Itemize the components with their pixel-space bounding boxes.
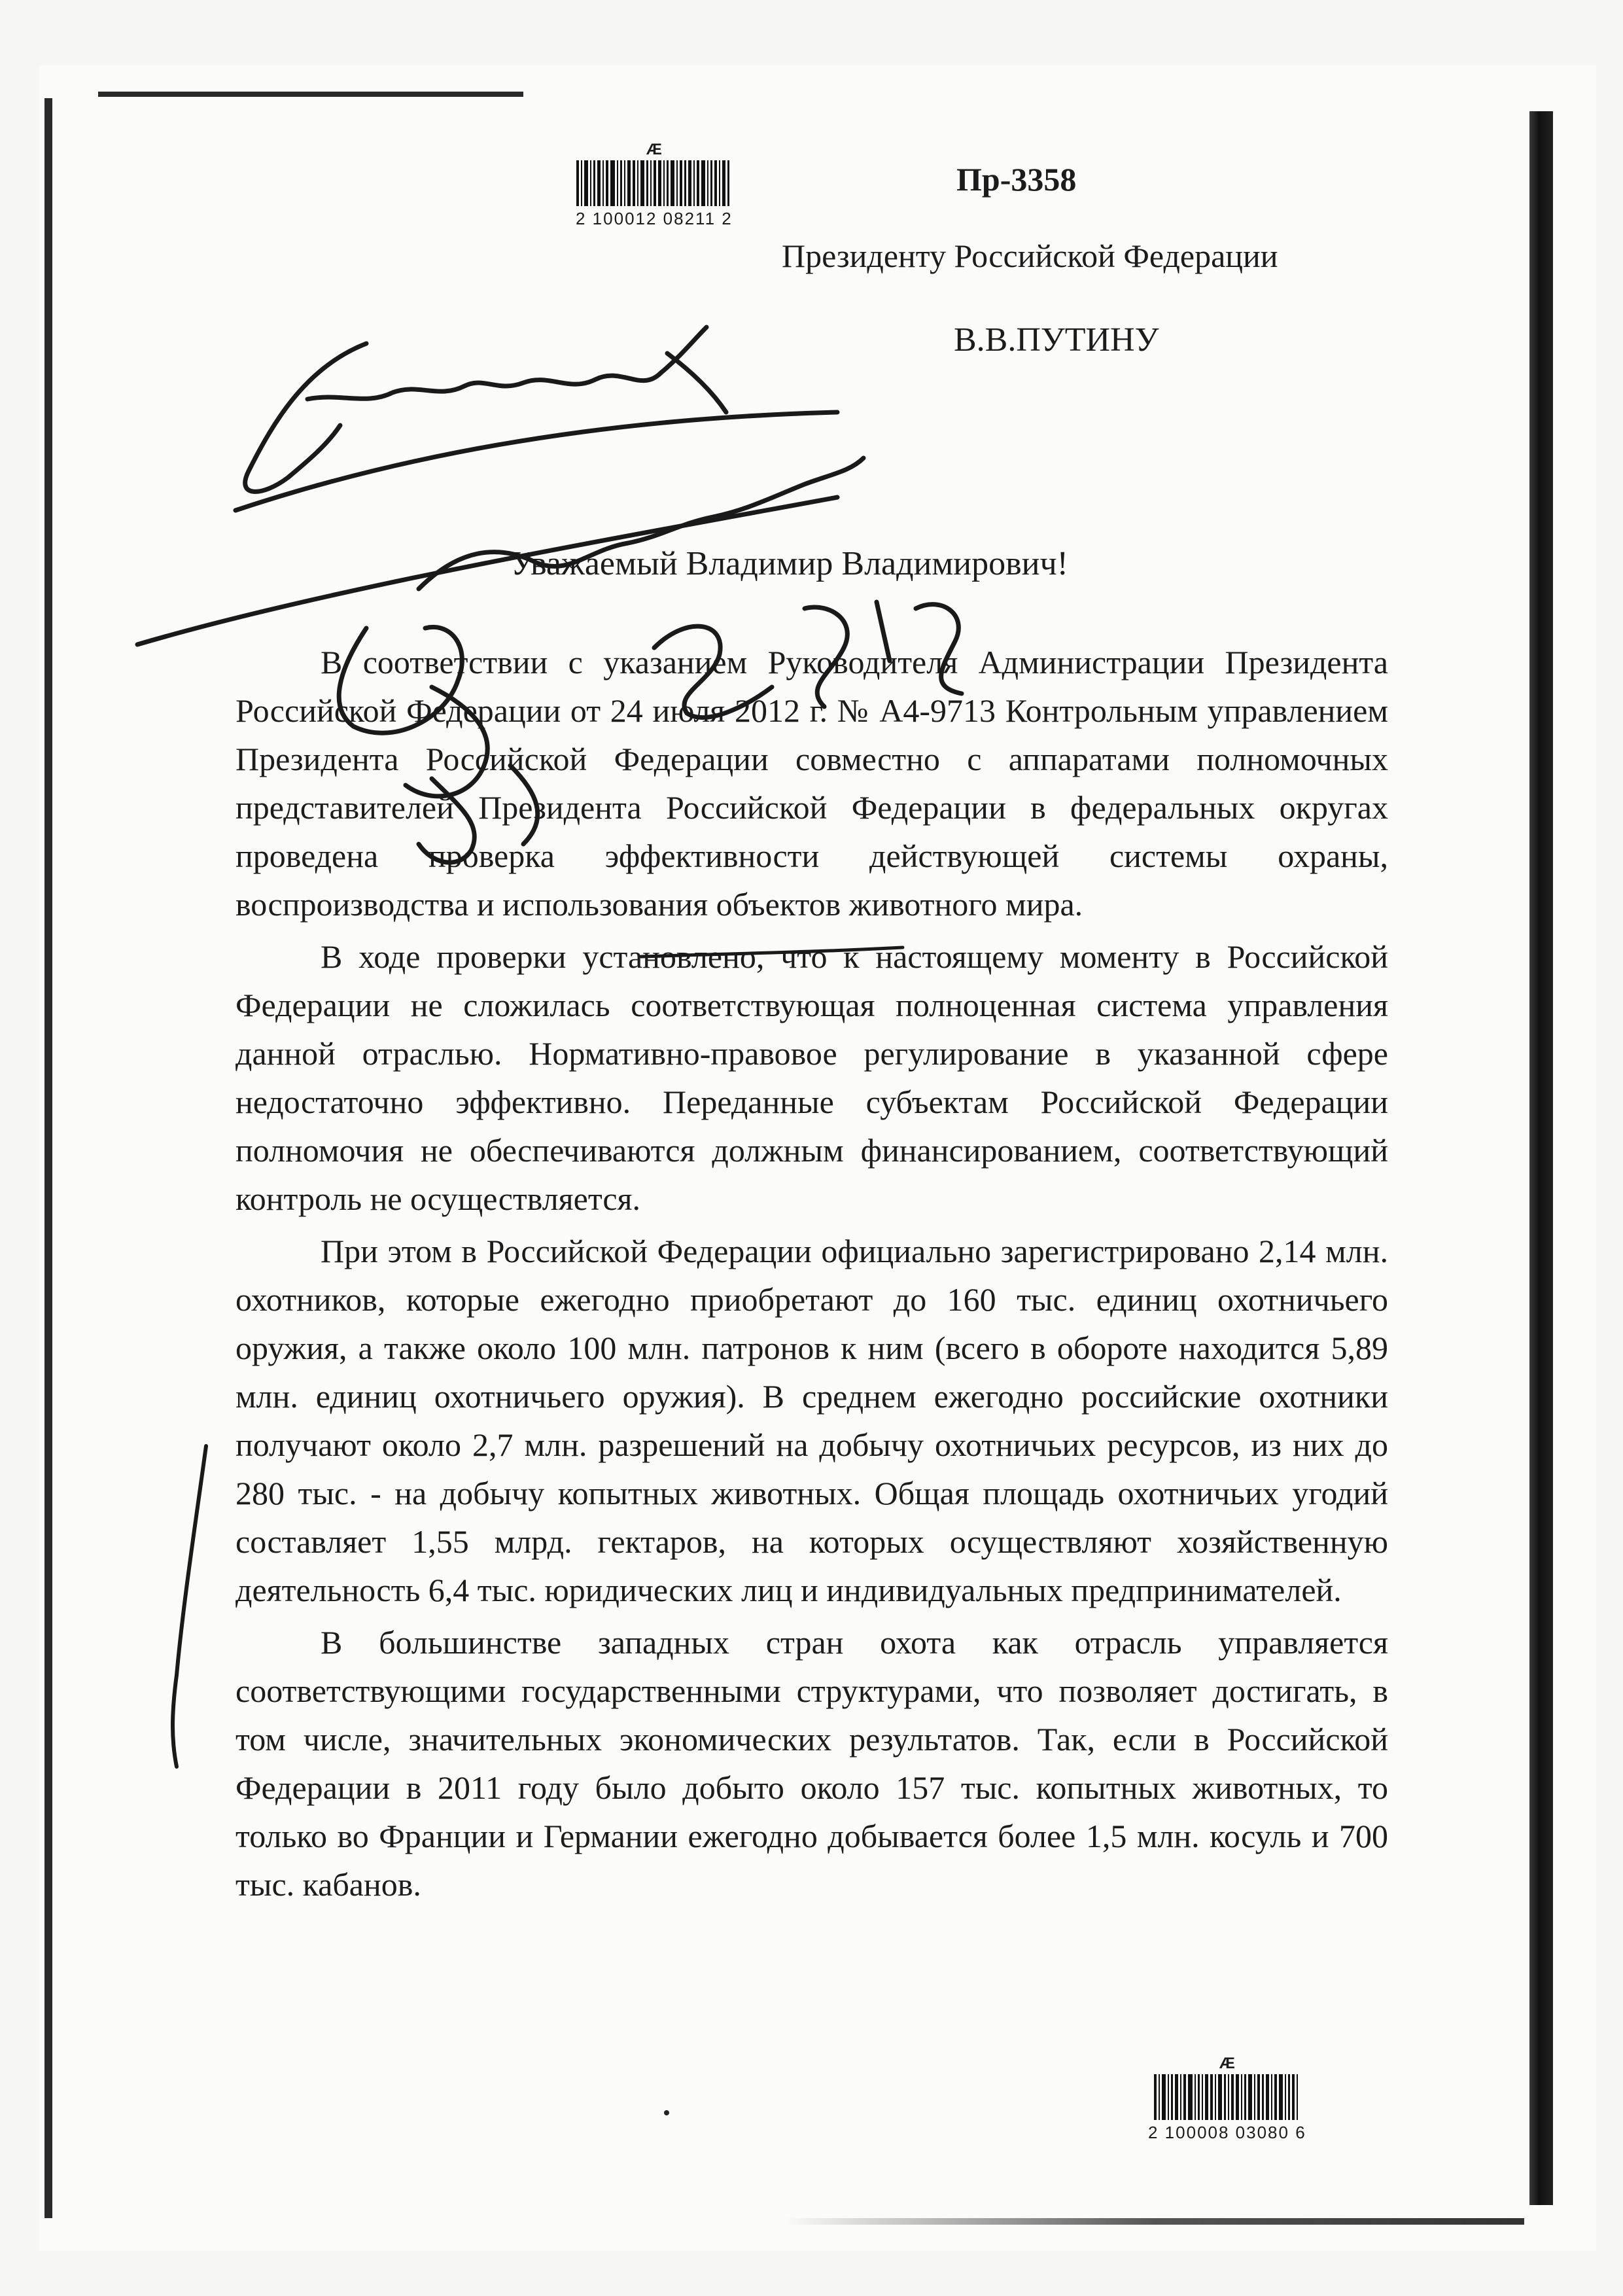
barcode-bar xyxy=(722,160,725,206)
barcode-bar xyxy=(1188,2074,1193,2120)
barcode-bar xyxy=(1244,2074,1246,2120)
letter-body xyxy=(236,638,1388,1913)
barcode-logo: Æ xyxy=(646,141,662,158)
barcode-bar xyxy=(1236,2074,1239,2120)
registration-number: Пр-3358 xyxy=(956,161,1077,198)
barcode-logo: Æ xyxy=(1219,2055,1235,2072)
barcode-bar xyxy=(1205,2074,1208,2120)
barcode-bar xyxy=(1262,2074,1264,2120)
barcode-bar xyxy=(697,160,699,206)
barcode-bar xyxy=(593,160,595,206)
barcode-bar xyxy=(1231,2074,1234,2120)
barcode-bar xyxy=(633,160,635,206)
barcode-bar xyxy=(627,160,631,206)
barcode-bar xyxy=(693,160,695,206)
barcode-bar xyxy=(576,160,579,206)
barcode-bar xyxy=(617,160,618,206)
barcode-bar xyxy=(1257,2074,1260,2120)
barcode-bar xyxy=(1210,2074,1213,2120)
barcode-bar xyxy=(1271,2074,1272,2120)
barcode-bar xyxy=(1180,2074,1181,2120)
barcode-bar xyxy=(1248,2074,1252,2120)
barcode-bar xyxy=(1168,2074,1169,2120)
barcode-bar xyxy=(1215,2074,1216,2120)
barcode-bar xyxy=(646,160,648,206)
paragraph: При этом в Российской Федерации официально зарегистрировано 2,14 млн. охотников, которые ежегодно приобретают до 160 тыс. единиц охотничьего оружия, а также около 100 млн. патронов к ним (всего в обороте находится 5,89 млн. единиц охотничьего оружия). В среднем ежегодно российские охотники получают около 2,7 млн. разрешений на добычу охотничьих ресурсов, из них до 280 тыс. - на добычу копытных животных. Общая площадь охотничьих угодий составляет 1,55 млрд. гектаров, на которых осуществляют хозяйственную деятельность 6,4 тыс. юридических лиц и индивидуальных предпринимателей. xyxy=(236,1233,1388,1608)
barcode-bar xyxy=(620,160,622,206)
barcode-bar xyxy=(680,160,682,206)
barcode-bar xyxy=(1297,2074,1298,2120)
barcode-bar xyxy=(707,160,708,206)
barcode-bar xyxy=(640,160,644,206)
barcode-bar xyxy=(1183,2074,1186,2120)
scan-edge-right xyxy=(1529,111,1553,2205)
barcode-bar xyxy=(684,160,686,206)
barcode-bar xyxy=(602,160,604,206)
barcode-bar xyxy=(688,160,691,206)
barcode-bar xyxy=(1171,2074,1173,2120)
barcode-bars xyxy=(1154,2074,1300,2120)
paragraph: В ходе проверки установлено, что к настоящему моменту в Российской Федерации не сложилась соответствующая полноценная система управления данной отраслью. Нормативно-правовое регулирование в указанной сфере недостаточно эффективно. Переданные субъектам Российской Федерации полномочия не обеспечиваются должным финансированием, соответствующий контроль не осуществляется. xyxy=(236,938,1388,1217)
barcode-bar xyxy=(714,160,717,206)
barcode-bar xyxy=(1175,2074,1178,2120)
barcode-bar xyxy=(701,160,705,206)
barcode-bar xyxy=(1202,2074,1203,2120)
barcode-top xyxy=(576,141,733,229)
barcode-bar xyxy=(676,160,678,206)
paragraph: В большинстве западных стран охота как отрасль управляется соответствующими государственными структурами, что позволяет достигать, в том числе, значительных экономических результатов. Так, если в Российской Федерации в 2011 году было добыто около 157 тыс. копытных животных, то только во Франции и Германии ежегодно добывается более 1,5 млн. косуль и 700 тыс. кабанов. xyxy=(236,1624,1388,1903)
scan-speck xyxy=(664,2110,669,2115)
barcode-bars xyxy=(576,160,731,206)
barcode-bar xyxy=(590,160,591,206)
barcode-bar xyxy=(1285,2074,1286,2120)
barcode-bar xyxy=(610,160,615,206)
scan-edge-top xyxy=(98,92,523,97)
barcode-bar xyxy=(581,160,582,206)
barcode-bar xyxy=(597,160,601,206)
barcode-number: 2 100008 03080 6 xyxy=(1148,2123,1306,2142)
barcode-number: 2 100012 08211 2 xyxy=(576,209,733,228)
barcode-bar xyxy=(1224,2074,1226,2120)
barcode-bottom xyxy=(1148,2055,1306,2143)
barcode-bar xyxy=(1228,2074,1229,2120)
barcode-bar xyxy=(654,160,656,206)
barcode-bar xyxy=(710,160,712,206)
barcode-bar xyxy=(663,160,665,206)
barcode-bar xyxy=(1266,2074,1269,2120)
barcode-bar xyxy=(1288,2074,1290,2120)
salutation: Уважаемый Владимир Владимирович! xyxy=(510,545,1068,582)
barcode-bar xyxy=(1198,2074,1200,2120)
paragraph: В соответствии с указанием Руководителя Администрации Президента Российской Федерации от 24 июля 2012 г. № А4-9713 Контрольным управлением Президента Российской Федерации совместно с аппаратами полномочных представителей Президента Российской Федерации в федеральных округах проведена проверка эффективности действующей системы охраны, воспроизводства и использования объектов животного мира. xyxy=(236,644,1388,923)
barcode-bar xyxy=(727,160,729,206)
barcode-bar xyxy=(1274,2074,1277,2120)
barcode-bar xyxy=(671,160,674,206)
scan-edge-left xyxy=(44,98,52,2218)
barcode-bar xyxy=(584,160,588,206)
barcode-bar xyxy=(1241,2074,1242,2120)
barcode-bar xyxy=(606,160,608,206)
barcode-bar xyxy=(667,160,669,206)
barcode-bar xyxy=(1159,2074,1160,2120)
addressee-name: В.В.ПУТИНУ xyxy=(954,321,1159,359)
barcode-bar xyxy=(624,160,625,206)
barcode-bar xyxy=(1218,2074,1222,2120)
barcode-bar xyxy=(719,160,720,206)
barcode-bar xyxy=(1254,2074,1255,2120)
barcode-bar xyxy=(1292,2074,1295,2120)
barcode-bar xyxy=(637,160,638,206)
barcode-bar xyxy=(1162,2074,1166,2120)
addressee-line: Президенту Российской Федерации xyxy=(782,238,1278,274)
scan-edge-bottom xyxy=(785,2218,1524,2225)
barcode-bar xyxy=(658,160,661,206)
barcode-bar xyxy=(1154,2074,1157,2120)
barcode-bar xyxy=(1279,2074,1283,2120)
barcode-bar xyxy=(1195,2074,1196,2120)
barcode-bar xyxy=(650,160,652,206)
